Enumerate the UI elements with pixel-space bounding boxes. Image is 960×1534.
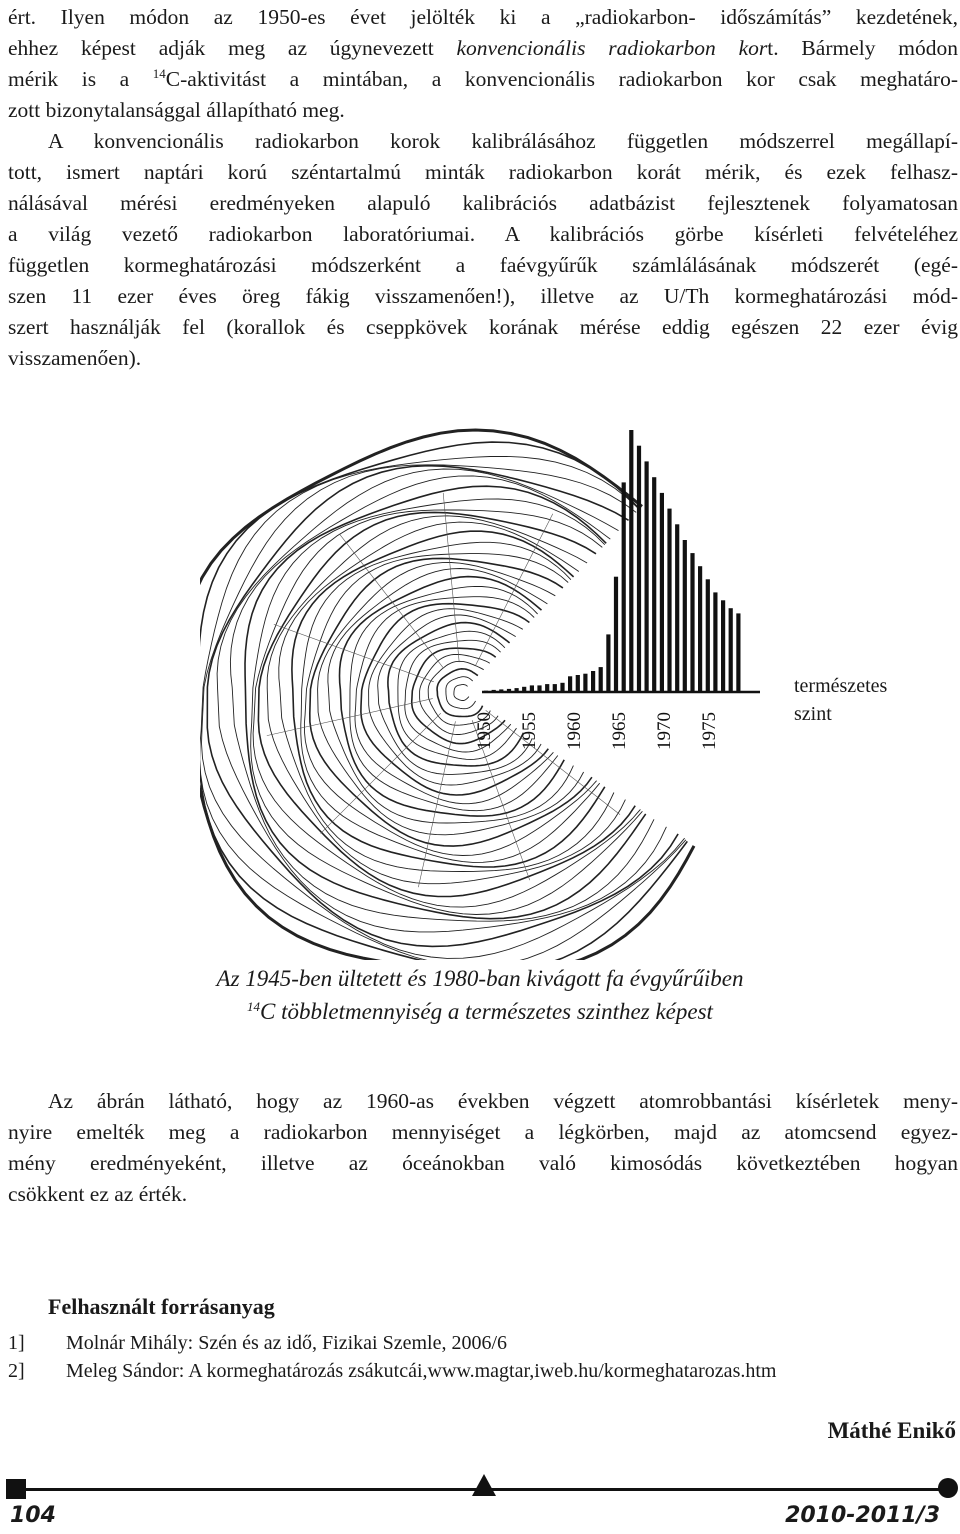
sources-heading: Felhasznált forrásanyag bbox=[48, 1294, 275, 1319]
year-label: 1960 bbox=[564, 712, 585, 750]
intro-line-2-b: t. Bármely módon bbox=[767, 36, 959, 60]
calibration-paragraph bbox=[8, 126, 958, 374]
carbon-bar bbox=[729, 608, 733, 692]
para2-line: a világ vezető radiokarbon laboratóriumai. A kalibrációs görbe kísérleti felvételéhez bbox=[8, 222, 958, 246]
ring-crack bbox=[486, 710, 620, 814]
carbon-bar bbox=[568, 676, 572, 692]
year-label: 1955 bbox=[519, 712, 540, 750]
para2-line: visszamenően). bbox=[8, 346, 142, 370]
para3-line: mény eredményeként, illetve az óceánokban való kimosódás következtében hogyan bbox=[8, 1151, 958, 1175]
issue-number: 2010-2011/3 bbox=[785, 1503, 940, 1528]
tree-ring bbox=[267, 516, 625, 884]
tree-rings bbox=[200, 430, 694, 960]
intro-paragraph bbox=[8, 2, 958, 126]
caption-line-1: Az 1945-ben ültetett és 1980-ban kivágott fa évgyűrűiben bbox=[216, 966, 744, 991]
intro-line-2 bbox=[8, 33, 958, 64]
carbon-bar bbox=[629, 430, 633, 692]
tree-ring bbox=[202, 465, 685, 959]
carbon-bar bbox=[667, 509, 671, 692]
carbon-bar bbox=[690, 553, 694, 692]
carbon-bar bbox=[706, 579, 710, 692]
carbon-bar bbox=[736, 613, 740, 692]
intro-line-3-b: C-aktivitást a mintában, a konvencionális radiokarbon kor csak meghatáro- bbox=[165, 67, 958, 91]
para3-line: csökkent ez az érték. bbox=[8, 1182, 188, 1206]
carbon-bars bbox=[484, 430, 741, 692]
tree-ring bbox=[258, 512, 635, 896]
year-labels bbox=[474, 712, 720, 750]
caption-line-2-text: C többletmennyiség a természetes szinthez képest bbox=[260, 999, 713, 1024]
para2-line: szert használják fel (korallok és cseppkövek korának mérése eddig egészen 22 ezer évig bbox=[8, 315, 958, 339]
source-item bbox=[8, 1360, 776, 1383]
tree-ring bbox=[437, 669, 483, 717]
para2-line: szen 11 ezer éves öreg fákig visszamenően!), illetve az U/Th kormeghatározási mód- bbox=[8, 284, 958, 308]
natural-level-label-line1: természetes bbox=[794, 675, 888, 697]
source-item bbox=[8, 1332, 507, 1355]
tree-ring bbox=[207, 466, 678, 947]
tree-ring bbox=[446, 677, 476, 709]
source-number: 1] bbox=[8, 1332, 25, 1354]
carbon-bar bbox=[637, 446, 641, 692]
carbon-bar bbox=[583, 674, 587, 692]
natural-level-label bbox=[794, 672, 887, 728]
tree-ring bbox=[355, 597, 553, 804]
page-number: 104 bbox=[10, 1503, 56, 1528]
year-label: 1965 bbox=[609, 712, 630, 750]
carbon-bar bbox=[606, 634, 610, 692]
carbon-bar bbox=[698, 566, 702, 692]
carbon-bar bbox=[591, 671, 595, 692]
tree-ring bbox=[454, 685, 469, 701]
carbon-bar bbox=[599, 667, 603, 692]
carbon-bar bbox=[683, 540, 687, 692]
tree-ring bbox=[340, 577, 565, 817]
carbon-bar bbox=[622, 482, 626, 692]
source-text: Meleg Sándor: A kormeghatározás zsákutcái,www.magtar,iweb.hu/kormeghatarozas.htm bbox=[66, 1360, 777, 1382]
ring-crack bbox=[476, 514, 553, 665]
intro-line-2-a: ehhez képest adják meg az úgynevezett bbox=[8, 36, 457, 60]
para3-line: nyire emelték meg a radiokarbon mennyiséget a légkörben, majd az atomcsend egyez- bbox=[8, 1120, 958, 1144]
carbon-bar bbox=[614, 577, 618, 692]
tree-ring-figure bbox=[200, 400, 760, 960]
author-name: Máthé Enikő bbox=[827, 1418, 956, 1443]
figure-caption bbox=[0, 962, 960, 1028]
intro-line-3 bbox=[8, 64, 958, 95]
carbon-bar bbox=[675, 524, 679, 692]
tree-ring bbox=[292, 531, 605, 867]
intro-line-4: zott bizonytalansággal állapítható meg. bbox=[8, 98, 345, 122]
carbon-bar bbox=[713, 592, 717, 692]
natural-level-label-line2: szint bbox=[794, 703, 832, 725]
carbon-bar bbox=[560, 683, 564, 692]
intro-line-1: ért. Ilyen módon az 1950-es évet jelölték ki a „radiokarbon- időszámítás” kezdetének, bbox=[8, 5, 958, 29]
intro-line-2-emphasis: konvencionális radiokarbon kor bbox=[456, 36, 768, 60]
carbon-bar bbox=[645, 461, 649, 692]
year-label: 1975 bbox=[699, 712, 720, 750]
footer-circle-mark bbox=[938, 1478, 958, 1498]
carbon-bar bbox=[576, 675, 580, 692]
tree-ring bbox=[200, 442, 687, 960]
footer-square-mark bbox=[6, 1479, 26, 1499]
conclusion-paragraph bbox=[8, 1086, 958, 1210]
tree-ring bbox=[310, 558, 592, 846]
tree-ring bbox=[230, 476, 654, 921]
caption-line-2 bbox=[0, 995, 960, 1028]
para2-line: nálásával mérési eredményeken alapuló kalibrációs adatbázist fejlesztenek folyamatosan bbox=[8, 191, 958, 215]
intro-superscript: 14 bbox=[152, 66, 166, 81]
para2-line: A konvencionális radiokarbon korok kalibrálásához független módszerrel megállapí- bbox=[48, 129, 958, 153]
intro-line-3-a: mérik is a bbox=[8, 67, 153, 91]
para2-line: tott, ismert naptári korú széntartalmú minták radiokarbon korát mérik, és ezek felhasz- bbox=[8, 160, 958, 184]
para2-line: független kormeghatározási módszerként a faévgyűrűk számlálásának módszerét (egé- bbox=[8, 253, 958, 277]
carbon-bar bbox=[660, 493, 664, 692]
source-text: Molnár Mihály: Szén és az idő, Fizikai Szemle, 2006/6 bbox=[66, 1332, 508, 1354]
carbon-bar bbox=[652, 477, 656, 692]
year-label: 1950 bbox=[474, 712, 495, 750]
year-label: 1970 bbox=[654, 712, 675, 750]
carbon-bar bbox=[721, 600, 725, 692]
source-number: 2] bbox=[8, 1360, 25, 1382]
para3-line: Az ábrán látható, hogy az 1960-as években végzett atomrobbantási kísérletek meny- bbox=[48, 1089, 958, 1113]
footer-triangle-mark bbox=[472, 1474, 496, 1496]
ring-crack bbox=[321, 713, 441, 833]
caption-superscript: 14 bbox=[247, 999, 261, 1014]
